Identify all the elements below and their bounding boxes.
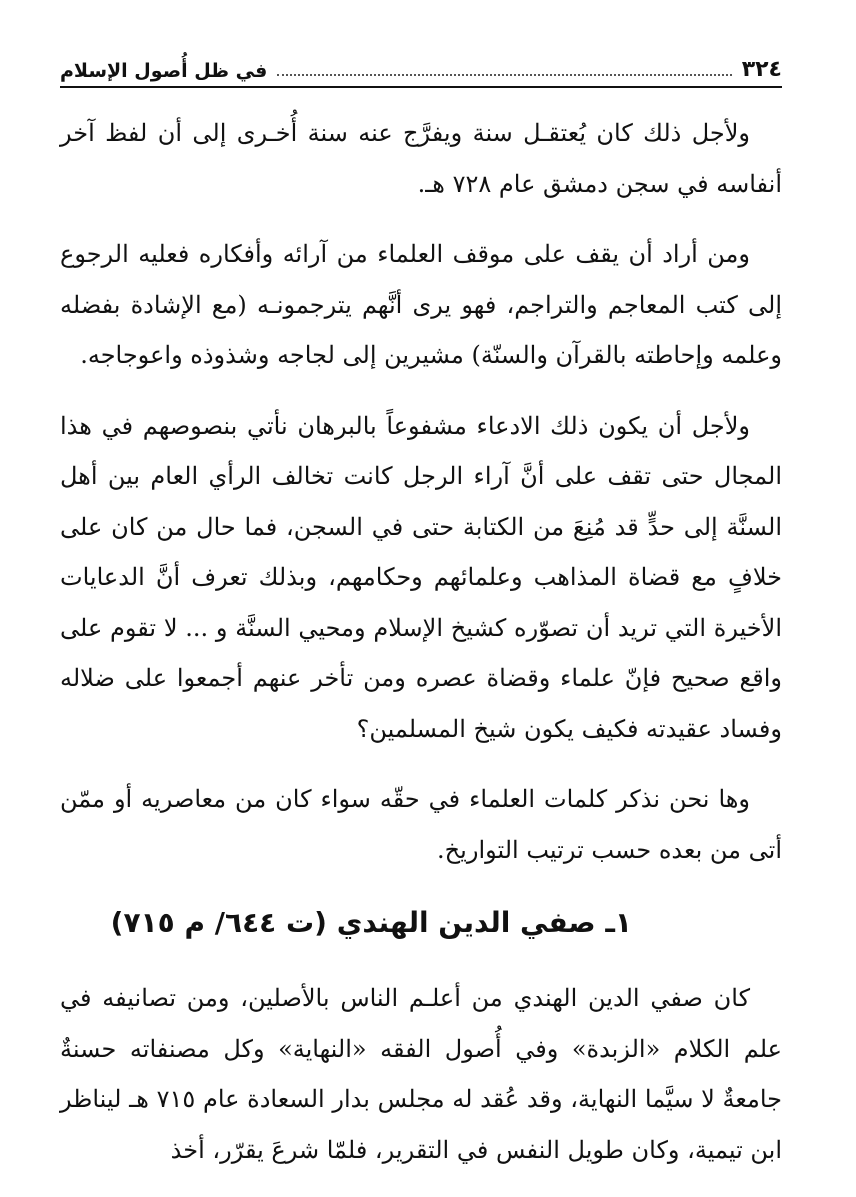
section-heading: ١ـ صفي الدين الهندي (ت ٦٤٤/ م ٧١٥) xyxy=(110,906,632,939)
paragraph: ومن أراد أن يقف على موقف العلماء من آرائه وأفكاره فعليه الرجوع إلى كتب المعاجم والتراجم، فهو يرى أنَّهم يترجمونـه (مع الإشادة بفضله وعلمه وإحاطته بالقرآن والسنّة) مشيرين إلى لجاجه وشذوذه واعوجاجه. xyxy=(60,240,782,369)
header-leader-dots xyxy=(277,74,731,76)
paragraph: ولأجل أن يكون ذلك الادعاء مشفوعاً بالبرهان نأتي بنصوصهم في هذا المجال حتى تقف على أنَّ آراء الرجل كانت تخالف الرأي العام بين أهل السنَّة إلى حدٍّ قد مُنِعَ من الكتابة حتى في السجن، فما حال من كان على خلافٍ مع قضاة المذاهب وعلمائهم وحكامهم، وبذلك تعرف أنَّ الدعايات الأخيرة التي تريد أن تصوّره كشيخ الإسلام ومحيي السنَّة و ... لا تقوم على واقع صحيح فإنّ علماء وقضاة عصره ومن تأخر عنهم أجمعوا على ضلاله وفساد عقيدته فكيف يكون شيخ المسلمين؟ xyxy=(60,411,782,743)
paragraph: ولأجل ذلك كان يُعتقـل سنة ويفرَّج عنه سنة أُخـرى إلى أن لفظ آخر أنفاسه في سجن دمشق عام ٧٢٨ هـ. xyxy=(60,119,782,198)
section-paragraph: كان صفي الدين الهندي من أعلـم الناس بالأصلين، ومن تصانيفه في علم الكلام «الزبدة» وفي أُصول الفقه «النهاية» وكل مصنفاته حسنةٌ جامعةٌ لا سيَّما النهاية، وقد عُقد له مجلس بدار السعادة عام ٧١٥ هـ ليناظر ابن تيمية، وكان طويل النفس في التقرير، فلمّا شرعَ يقرّر، أخذ xyxy=(60,984,783,1164)
running-header xyxy=(60,44,782,88)
page-body xyxy=(60,108,782,1175)
page-number: ٣٢٤ xyxy=(741,57,782,82)
paragraph: وها نحن نذكر كلمات العلماء في حقّه سواء كان من معاصريه أو ممّن أتى من بعده حسب ترتيب التواريخ. xyxy=(60,785,782,864)
running-title: في ظل أُصول الإسلام xyxy=(60,60,268,82)
